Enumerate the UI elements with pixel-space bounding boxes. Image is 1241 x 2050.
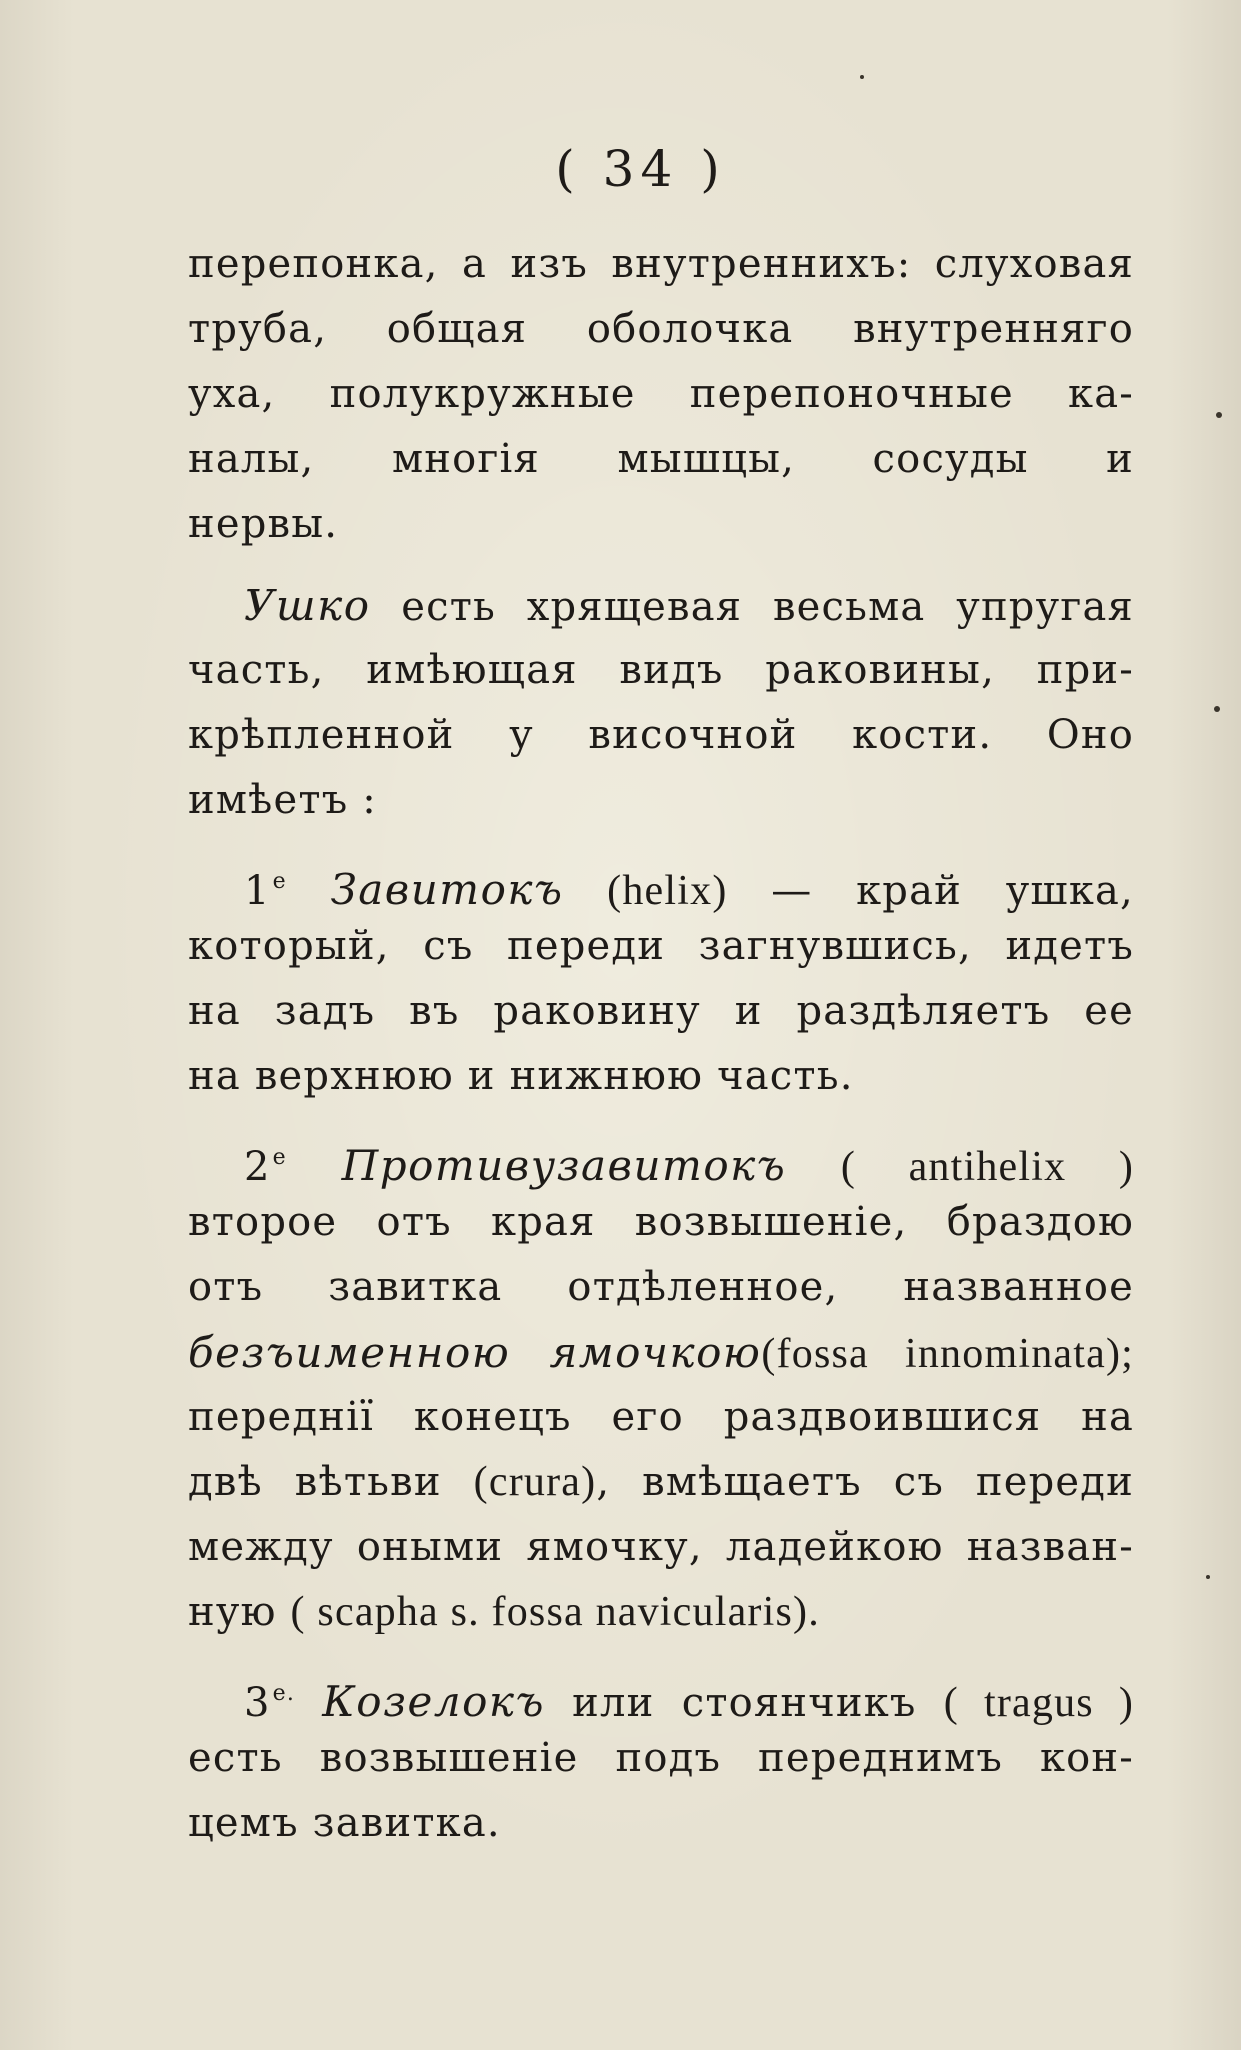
paragraph-protivuzavitok	[188, 1125, 1134, 1645]
term-bezimennaya-yamochka: безъименною ямочкою	[188, 1328, 762, 1377]
text-line: второе отъ края возвышеніе, браздою	[188, 1199, 1134, 1245]
item-number-digit: 3	[244, 1680, 271, 1726]
text-line: нервы.	[188, 501, 339, 547]
term-ushko: Ушко	[244, 581, 371, 630]
item-number-suffix: е.	[272, 1681, 296, 1706]
item-number-digit: 2	[244, 1144, 271, 1190]
text-fragment: ную	[188, 1589, 277, 1635]
text-line	[188, 849, 1134, 914]
text-line: налы, многія мышцы, сосуды и	[188, 436, 1134, 482]
paper-speck	[1216, 412, 1222, 418]
latin-helix: (helix)	[607, 868, 728, 914]
text-line: часть, имѣющая видъ раковины, при-	[188, 647, 1134, 693]
text-line: перепонка, а изъ внутреннихъ: слуховая	[188, 241, 1134, 287]
latin-scapha: ( scapha s. fossa navicularis).	[290, 1589, 820, 1635]
text-line: цемъ завитка.	[188, 1800, 501, 1846]
text-line	[188, 1661, 1134, 1726]
page-text	[188, 232, 1134, 1872]
item-number	[244, 868, 287, 914]
text-line: переднії конецъ его раздвоившися на	[188, 1394, 1134, 1440]
text-fragment: , вмѣщаетъ съ переди	[596, 1459, 1134, 1505]
item-number-suffix: е	[272, 869, 287, 894]
text-line: отъ завитка отдѣленное, названное	[188, 1264, 1134, 1310]
text-line: уха, полукружные перепоночные ка-	[188, 371, 1134, 417]
item-number	[244, 1144, 287, 1190]
text-line	[188, 1450, 1134, 1515]
text-line: между оными ямочку, ладейкою назван-	[188, 1524, 1134, 1570]
paper-speck	[860, 75, 864, 79]
text-line: на верхнюю и нижнюю часть.	[188, 1053, 854, 1099]
term-protivuzavitok: Противузавитокъ	[341, 1141, 787, 1190]
paper-speck	[1206, 1575, 1210, 1579]
paragraph-1	[188, 232, 1134, 557]
item-number-suffix: е	[272, 1145, 287, 1170]
text-line: крѣпленной у височной кости. Оно	[188, 712, 1134, 758]
term-zavitok: Завитокъ	[330, 865, 564, 914]
latin-crura: (crura)	[473, 1459, 597, 1505]
text-line	[188, 1320, 1134, 1385]
latin-antihelix: ( antihelix )	[840, 1144, 1135, 1190]
text-fragment: есть хрящевая весьма упругая	[401, 584, 1134, 630]
paragraph-ushko	[188, 573, 1134, 833]
text-line: есть возвышеніе подъ переднимъ кон-	[188, 1735, 1134, 1781]
latin-tragus: ( tragus )	[943, 1680, 1134, 1726]
paragraph-zavitok	[188, 849, 1134, 1109]
text-line: труба, общая оболочка внутренняго	[188, 306, 1134, 352]
paper-speck	[1214, 706, 1220, 712]
page-number: ( 34 )	[555, 140, 726, 198]
paragraph-kozelok	[188, 1661, 1134, 1856]
text-line: на задъ въ раковину и раздѣляетъ ее	[188, 988, 1134, 1034]
text-line	[188, 1580, 1134, 1645]
text-fragment: — край ушка,	[771, 868, 1134, 914]
text-line: имѣетъ :	[188, 777, 377, 823]
text-line	[188, 1125, 1134, 1190]
latin-fossa-innominata: (fossa innominata);	[761, 1331, 1135, 1377]
text-line	[188, 573, 1134, 638]
term-kozelok: Козелокъ	[322, 1677, 545, 1726]
text-line: который, съ переди загнувшись, идетъ	[188, 923, 1134, 969]
item-number	[244, 1680, 295, 1726]
item-number-digit: 1	[244, 868, 271, 914]
text-fragment: или стоянчикъ	[572, 1680, 917, 1726]
text-fragment: двѣ вѣтьви	[188, 1459, 442, 1505]
